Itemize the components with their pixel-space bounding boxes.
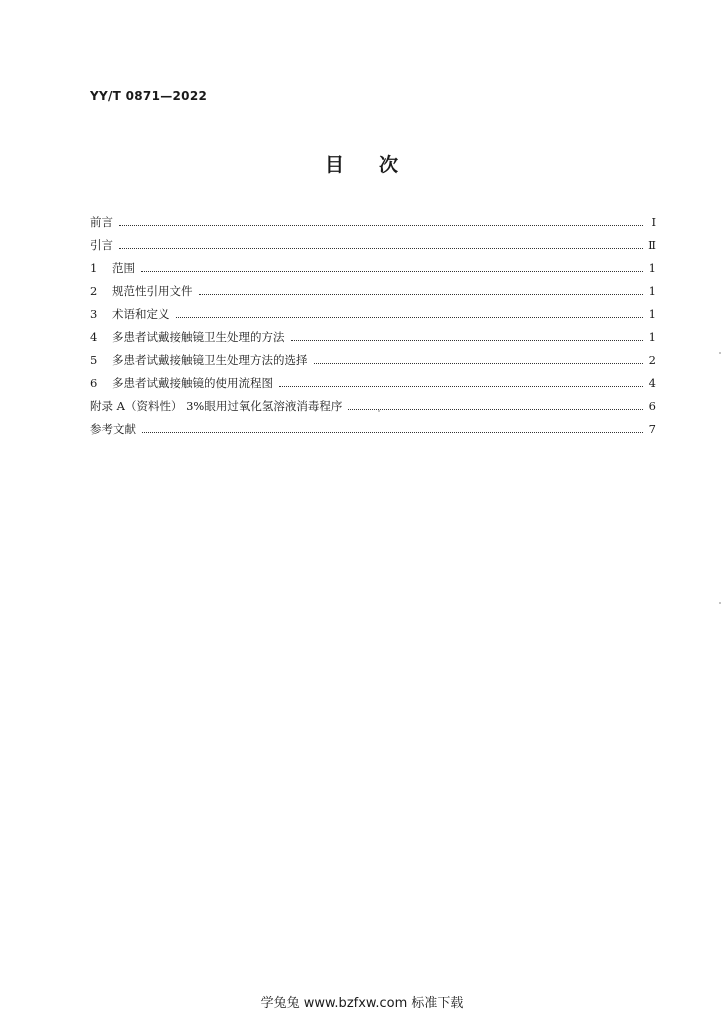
dot-leader [348,408,643,410]
toc-entry-label: 多患者试戴接触镜卫生处理方法的选择 [112,353,308,367]
toc-entry-page: Ⅰ [651,215,656,229]
scan-speck [378,410,380,412]
dot-leader [141,270,643,272]
toc-entry-page: 6 [648,399,656,413]
toc-entry-label: 术语和定义 [112,307,170,321]
toc-entry-label: 附录 A（资料性） 3%眼用过氧化氢溶液消毒程序 [90,399,343,413]
toc-entry-normative-references[interactable] [90,276,656,299]
dot-leader [291,339,644,341]
dot-leader [176,316,644,318]
toc-entry-page: Ⅱ [648,238,656,252]
toc-entry-label: 参考文献 [90,422,136,436]
toc-entry-label: 范围 [112,261,135,275]
scan-speck [719,352,721,354]
toc-entry-page: 7 [648,422,656,436]
toc-entry-page: 4 [648,376,656,390]
standard-code: YY/T 0871—2022 [90,89,208,103]
toc-entry-usage-flowchart[interactable] [90,368,656,391]
dot-leader [199,293,644,295]
dot-leader [142,431,643,433]
toc-list [90,207,656,437]
toc-entry-foreword[interactable] [90,207,656,230]
toc-entry-page: 2 [648,353,656,367]
toc-entry-number: 1 [90,261,98,275]
toc-entry-number: 4 [90,330,98,344]
toc-entry-scope[interactable] [90,253,656,276]
toc-entry-label: 多患者试戴接触镜卫生处理的方法 [112,330,285,344]
toc-entry-number: 5 [90,353,98,367]
toc-entry-label: 多患者试戴接触镜的使用流程图 [112,376,273,390]
toc-entry-number: 6 [90,376,98,390]
toc-entry-terms-definitions[interactable] [90,299,656,322]
toc-entry-label: 引言 [90,238,113,252]
footer-watermark-text: 学兔兔 www.bzfxw.com 标准下载 [260,996,464,1011]
toc-entry-appendix-a[interactable] [90,391,656,414]
toc-entry-introduction[interactable] [90,230,656,253]
scan-speck [719,602,721,604]
toc-entry-label: 规范性引用文件 [112,284,193,298]
toc-entry-page: 1 [648,284,656,298]
dot-leader [314,362,644,364]
toc-title-part2: 次 [379,154,400,176]
dot-leader [279,385,643,387]
toc-entry-page: 1 [648,330,656,344]
toc-entry-page: 1 [648,307,656,321]
toc-title [0,150,724,177]
toc-title-part1: 目 [324,154,345,176]
toc-entry-bibliography[interactable] [90,414,656,437]
toc-entry-number: 3 [90,307,98,321]
dot-leader [119,247,643,249]
toc-entry-label: 前言 [90,215,113,229]
toc-entry-hygiene-methods[interactable] [90,322,656,345]
toc-entry-page: 1 [648,261,656,275]
dot-leader [119,224,643,226]
toc-entry-number: 2 [90,284,98,298]
toc-entry-method-selection[interactable] [90,345,656,368]
